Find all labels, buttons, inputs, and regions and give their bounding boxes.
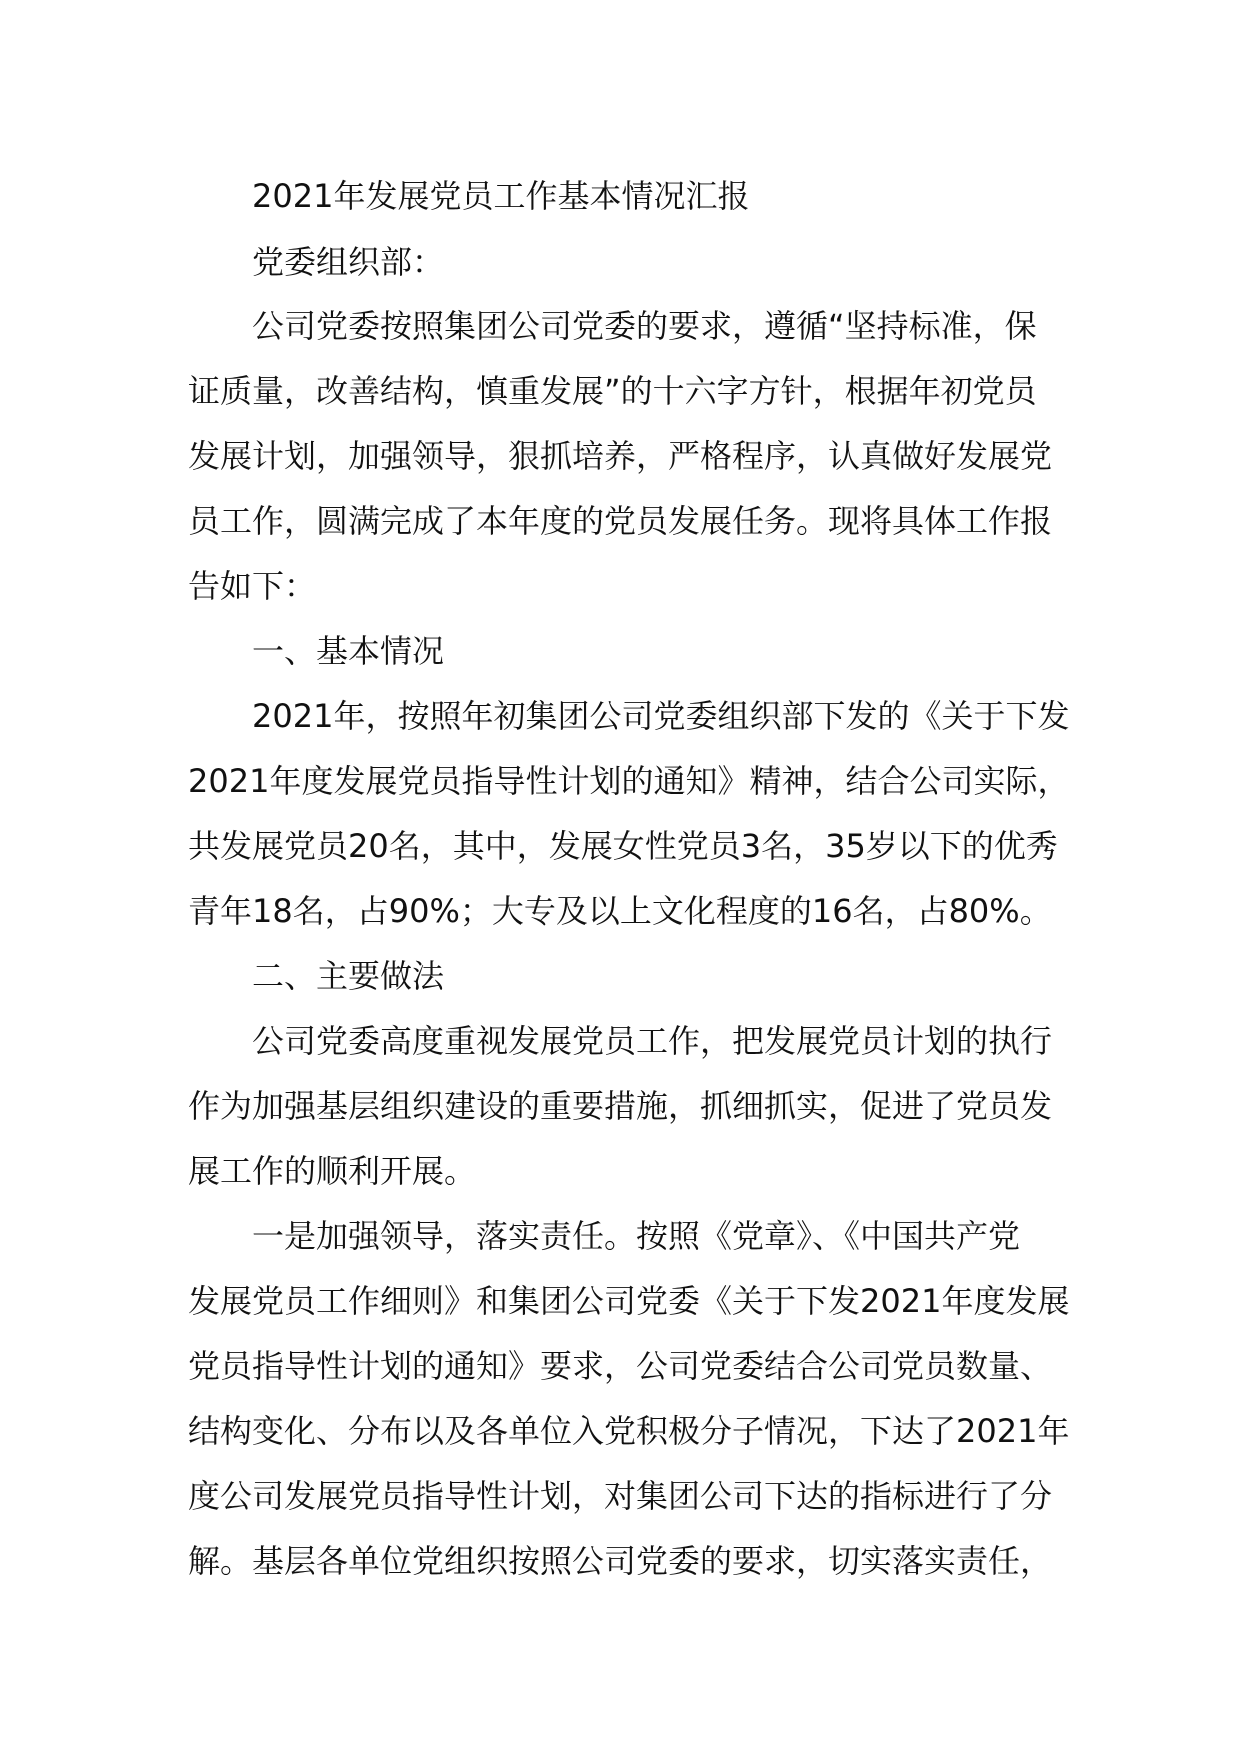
point-1-line: 党员指导性计划的通知》要求，公司党委结合公司党员数量、 — [188, 1347, 1053, 1385]
point-1-line: 一是加强领导，落实责任。按照《党章》、《中国共产党 — [252, 1217, 1021, 1255]
section-2-line: 公司党委高度重视发展党员工作，把发展党员计划的执行 — [252, 1022, 1053, 1060]
intro-line: 公司党委按照集团公司党委的要求，遵循“坚持标准，保 — [252, 307, 1037, 345]
intro-line: 证质量，改善结构，慎重发展”的十六字方针，根据年初党员 — [188, 372, 1037, 410]
point-1-line: 发展党员工作细则》和集团公司党委《关于下发2021年度发展 — [188, 1282, 1070, 1320]
point-1-line: 解。基层各单位党组织按照公司党委的要求，切实落实责任， — [188, 1542, 1053, 1580]
section-1-line: 共发展党员20名，其中，发展女性党员3名，35岁以下的优秀 — [188, 827, 1058, 865]
section-2-line: 展工作的顺利开展。 — [188, 1152, 477, 1190]
section-1-heading: 一、基本情况 — [252, 632, 445, 670]
section-1-line: 青年18名，占90%；大专及以上文化程度的16名，占80%。 — [188, 892, 1052, 930]
point-1-line: 结构变化、分布以及各单位入党积极分子情况，下达了2021年 — [188, 1412, 1070, 1450]
salutation: 党委组织部： — [252, 243, 445, 281]
section-1-line: 2021年，按照年初集团公司党委组织部下发的《关于下发 — [252, 697, 1070, 735]
section-2-heading: 二、主要做法 — [252, 957, 445, 995]
section-1-line: 2021年度发展党员指导性计划的通知》精神，结合公司实际， — [188, 762, 1070, 800]
section-2-line: 作为加强基层组织建设的重要措施，抓细抓实，促进了党员发 — [188, 1087, 1053, 1125]
document-title: 2021年发展党员工作基本情况汇报 — [252, 177, 750, 215]
intro-line: 员工作，圆满完成了本年度的党员发展任务。现将具体工作报 — [188, 502, 1053, 540]
intro-line: 发展计划，加强领导，狠抓培养，严格程序，认真做好发展党 — [188, 437, 1053, 475]
intro-line: 告如下： — [188, 567, 317, 605]
point-1-line: 度公司发展党员指导性计划，对集团公司下达的指标进行了分 — [188, 1477, 1053, 1515]
